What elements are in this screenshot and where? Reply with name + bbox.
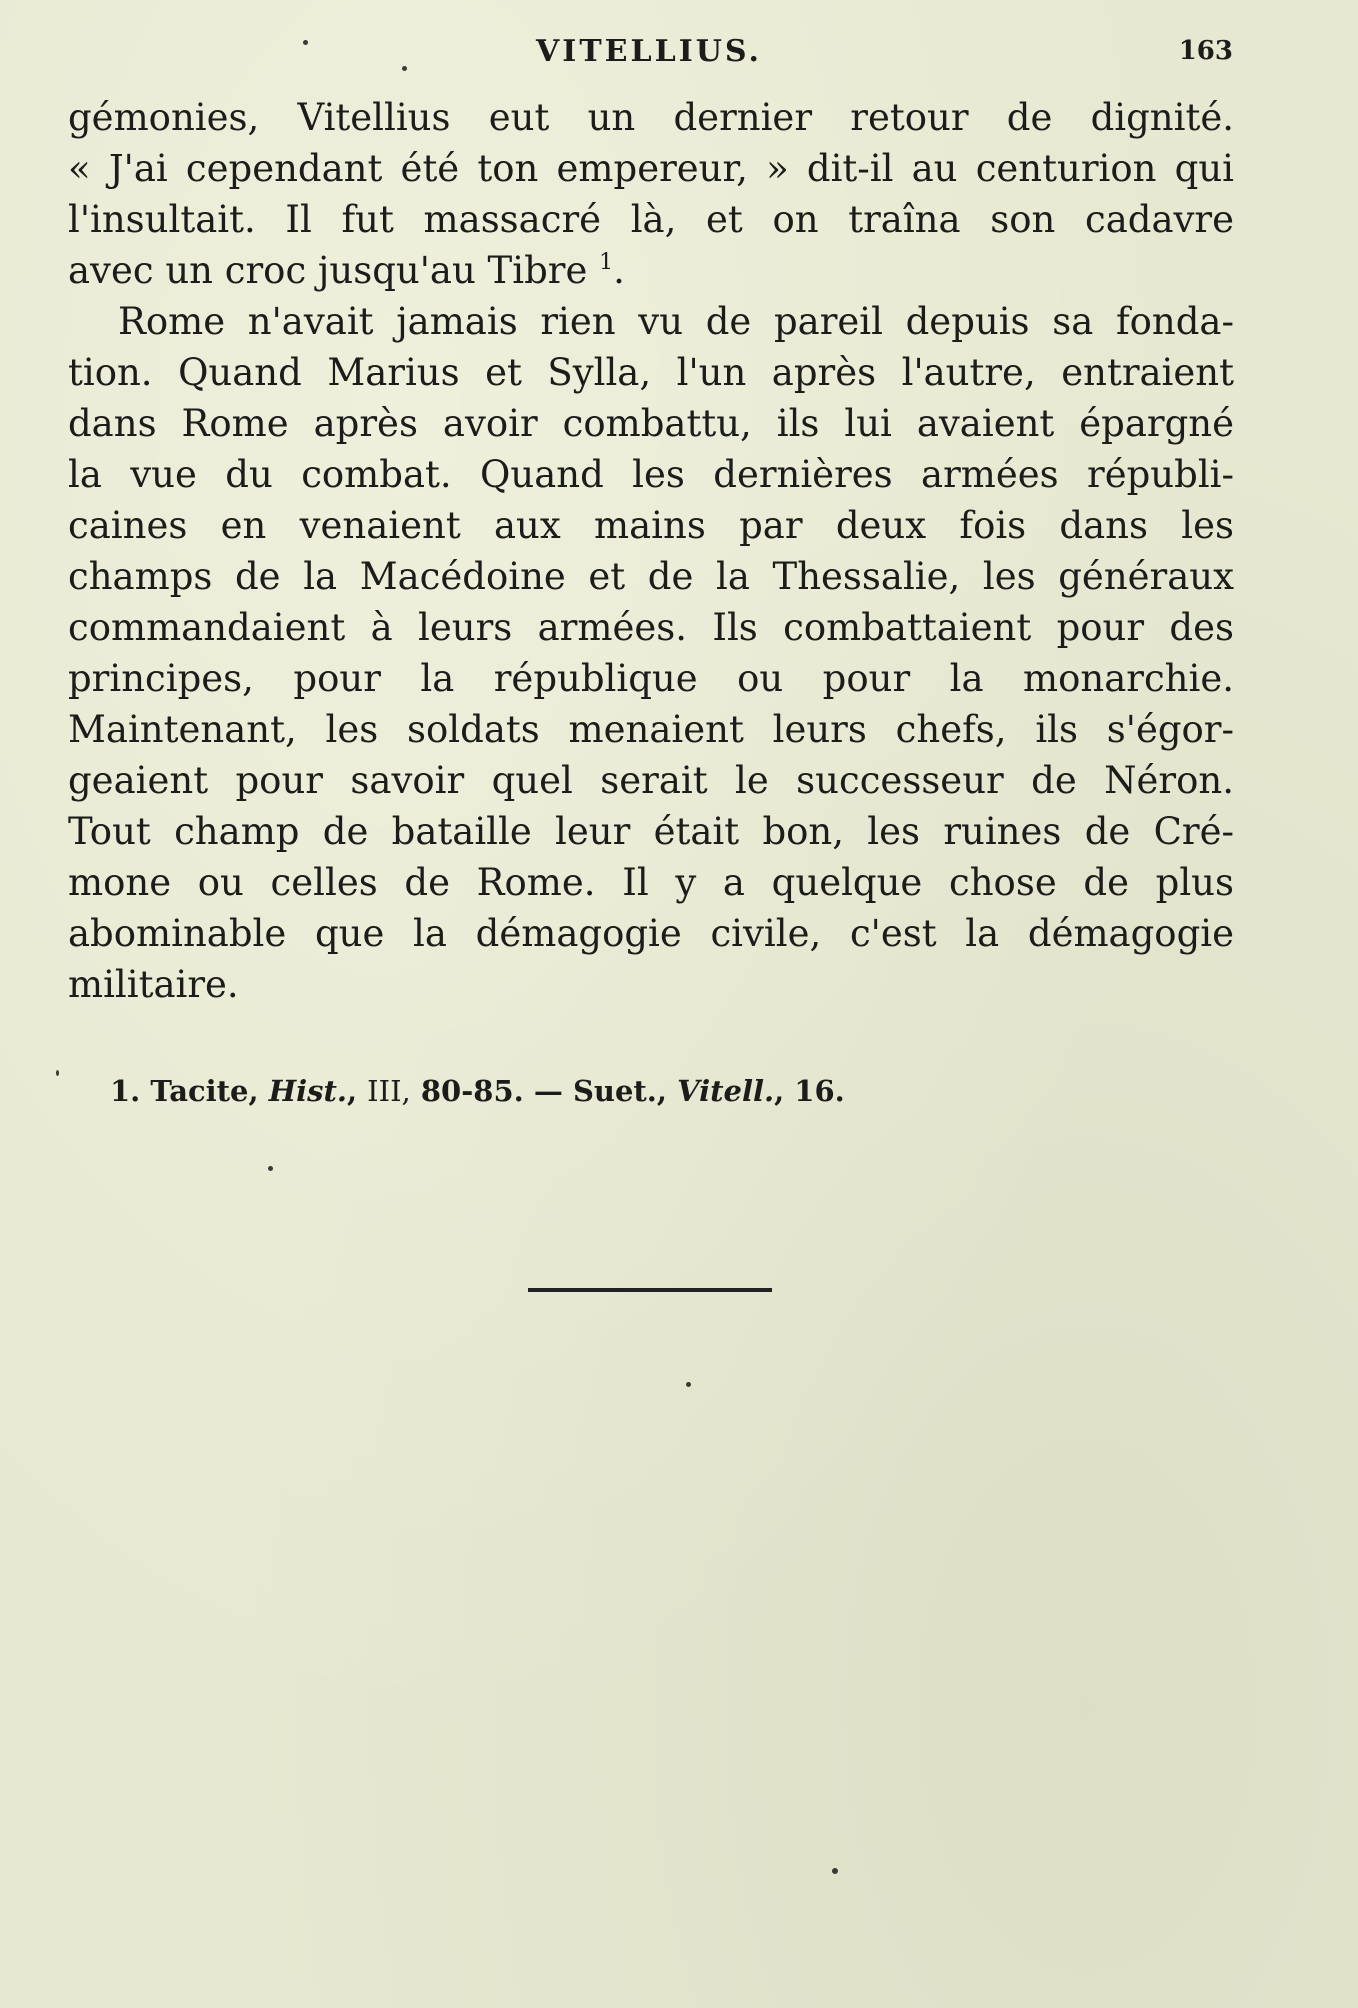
footnote-ref-trailing: . (613, 249, 625, 292)
text-line: Rome n'avait jamais rien vu de pareil depuis sa fonda- (118, 300, 1234, 343)
text-line: Maintenant, les soldats menaient leurs chefs, ils s'égor- (68, 708, 1234, 751)
footnote-number: 1. (110, 1074, 141, 1108)
footnote-work-title: Hist. (268, 1074, 347, 1108)
paper-speck (303, 40, 308, 45)
footnote-author: Tacite, (150, 1074, 259, 1108)
text-line-with-footnote-ref (68, 245, 1234, 296)
text-line: la vue du combat. Quand les dernières armées républi- (68, 453, 1234, 496)
running-title: VITELLIUS. (536, 34, 762, 69)
paper-speck (832, 1868, 838, 1874)
text-line: geaient pour savoir quel serait le successeur de Néron. (68, 759, 1234, 802)
paper-speck (402, 66, 407, 71)
text-line: tion. Quand Marius et Sylla, l'un après l'autre, entraient (68, 351, 1234, 394)
footnote-author: Suet., (572, 1074, 668, 1108)
paper-speck (268, 1166, 273, 1171)
text-line: abominable que la démagogie civile, c'est la démagogie (68, 912, 1234, 955)
footnote: 1. Tacite, Hist., III, 80-85. — Suet., Vitell., 16. (110, 1074, 845, 1108)
footnote-reference: 1 (599, 250, 614, 275)
text-line: dans Rome après avoir combattu, ils lui avaient épargné (68, 402, 1234, 445)
footnote-reference-range: 80-85. — (420, 1074, 563, 1108)
section-end-rule (528, 1288, 772, 1292)
footnote-reference-range: , 16. (774, 1074, 845, 1108)
text-line: l'insultait. Il fut massacré là, et on traîna son cadavre (68, 198, 1234, 241)
text-line: avec un croc jusqu'au Tibre (68, 249, 588, 292)
paper-speck (686, 1382, 691, 1387)
text-line: champs de la Macédoine et de la Thessalie, les généraux (68, 555, 1234, 598)
paper-speck (56, 1070, 59, 1076)
running-head (0, 34, 1358, 74)
text-line: Tout champ de bataille leur était bon, les ruines de Cré- (68, 810, 1234, 853)
text-line: « J'ai cependant été ton empereur, » dit-il au centurion qui (68, 147, 1234, 190)
body-text (68, 92, 1234, 1010)
text-line: principes, pour la république ou pour la monarchie. (68, 657, 1234, 700)
page-number: 163 (1178, 36, 1233, 66)
text-line: gémonies, Vitellius eut un dernier retour de dignité. (68, 96, 1234, 139)
footnote-work-title: Vitell. (677, 1074, 775, 1108)
text-line: militaire. (68, 963, 239, 1006)
text-line: mone ou celles de Rome. Il y a quelque chose de plus (68, 861, 1234, 904)
text-line: caines en venaient aux mains par deux fois dans les (68, 504, 1234, 547)
footnote-book: III, (367, 1074, 411, 1108)
text-line: commandaient à leurs armées. Ils combattaient pour des (68, 606, 1234, 649)
